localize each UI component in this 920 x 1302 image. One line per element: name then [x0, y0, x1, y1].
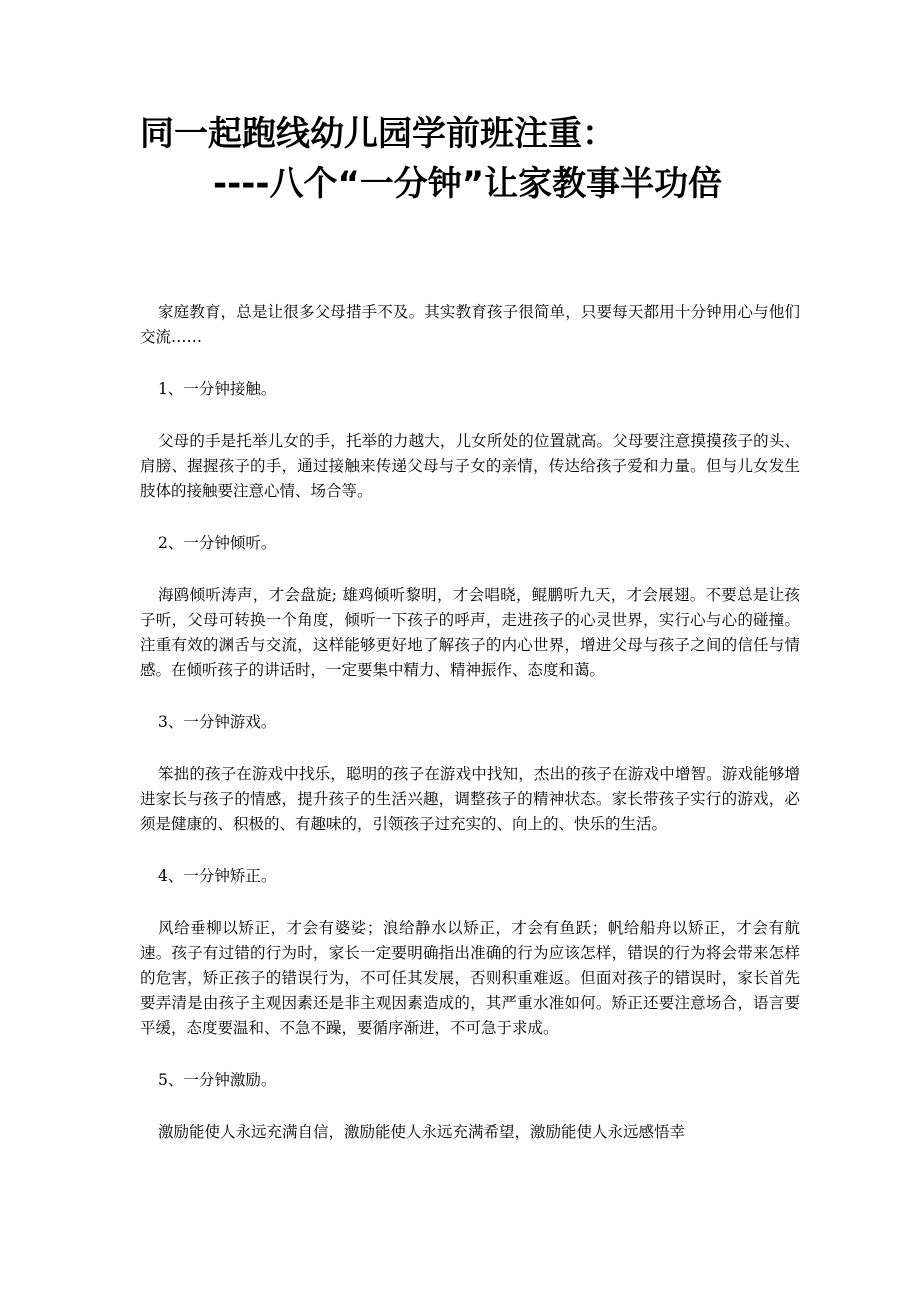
section-paragraph-1: 父母的手是托举儿女的手，托举的力越大，儿女所处的位置就高。父母要注意摸摸孩子的头、肩膀、握握孩子的手，通过接触来传递父母与子女的亲情，传达给孩子爱和力量。但与儿女发生肢体的接触要注意心情、场合等。 [140, 432, 800, 500]
document-body [140, 300, 800, 1172]
section-paragraph-5: 激励能使人永远充满自信，激励能使人永远充满希望，激励能使人永远感悟幸 [158, 1123, 686, 1141]
title-line-2: ----八个“一分钟”让家教事半功倍 [213, 164, 723, 204]
section-heading-5: 5、一分钟激励。 [158, 1071, 277, 1089]
section-paragraph-3: 笨拙的孩子在游戏中找乐，聪明的孩子在游戏中找知，杰出的孩子在游戏中增智。游戏能够增进家长与孩子的情感，提升孩子的生活兴趣，调整孩子的精神状态。家长带孩子实行的游戏，必须是健康的、积极的、有趣味的，引领孩子过充实的、向上的、快乐的生活。 [140, 765, 800, 833]
section-paragraph-4: 风给垂柳以矫正，才会有婆娑；浪给静水以矫正，才会有鱼跃；帆给船舟以矫正，才会有航速。孩子有过错的行为时，家长一定要明确指出准确的行为应该怎样，错误的行为将会带来怎样的危害，矫正孩子的错误行为，不可任其发展，否则积重难返。但面对孩子的错误时，家长首先要弄清是由孩子主观因素还是非主观因素造成的，其严重水准如何。矫正还要注意场合，语言要平缓，态度要温和、不急不躁，要循序渐进，不可急于求成。 [140, 919, 800, 1037]
section-heading-1: 1、一分钟接触。 [158, 380, 277, 398]
title-line-1: 同一起跑线幼儿园学前班注重： [140, 114, 616, 154]
section-paragraph-2: 海鸥倾听涛声，才会盘旋; 雄鸡倾听黎明，才会唱晓，鲲鹏听九天，才会展翅。不要总是让孩子听，父母可转换一个角度，倾听一下孩子的呼声，走进孩子的心灵世界，实行心与心的碰撞。注重有效的渊舌与交流，这样能够更好地了解孩子的内心世界，增进父母与孩子之间的信任与情感。在倾听孩子的讲话时，一定要集中精力、精神振作、态度和蔼。 [140, 586, 800, 679]
section-heading-4: 4、一分钟矫正。 [158, 867, 277, 885]
section-heading-3: 3、一分钟游戏。 [158, 713, 277, 731]
section-heading-2: 2、一分钟倾听。 [158, 534, 277, 552]
intro-paragraph: 家庭教育，总是让很多父母措手不及。其实教育孩子很简单，只要每天都用十分钟用心与他们交流…… [140, 303, 800, 346]
